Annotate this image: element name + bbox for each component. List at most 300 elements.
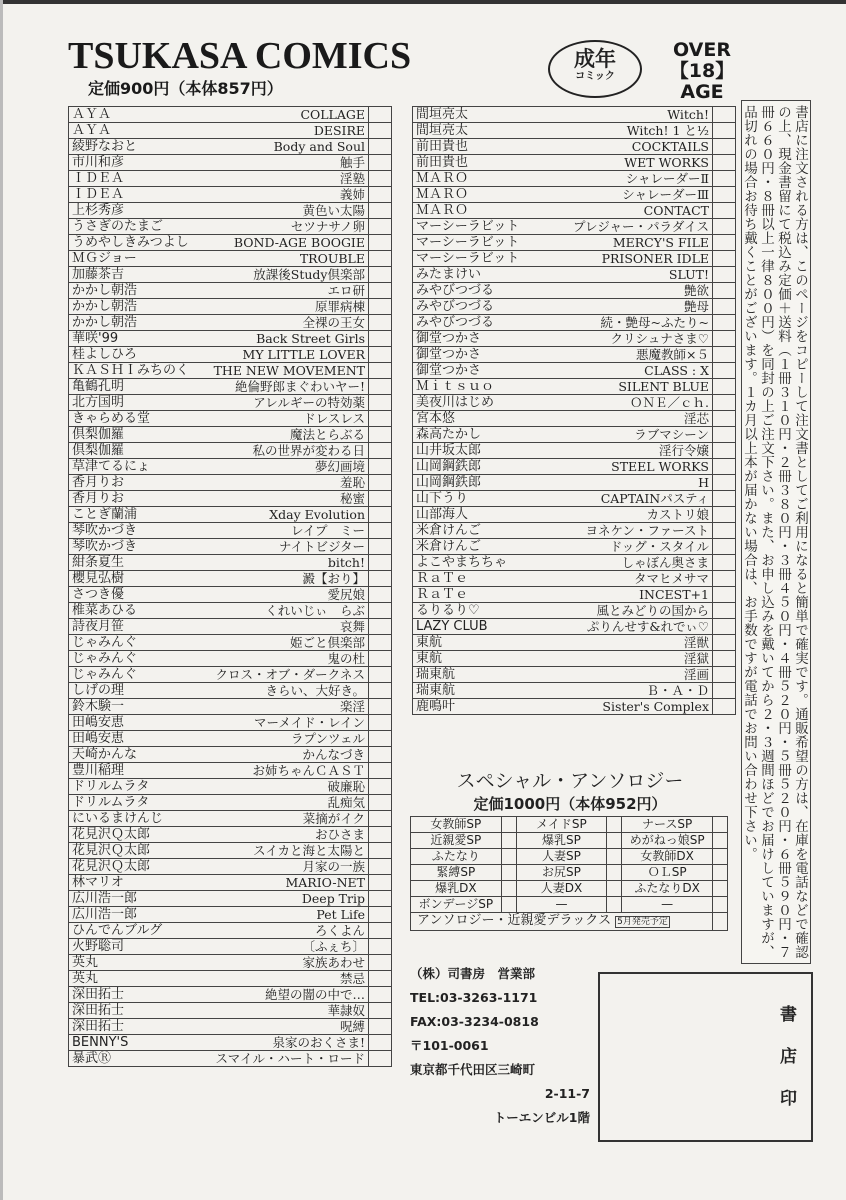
order-checkbox[interactable] [369,859,392,875]
list-item [413,523,713,539]
order-checkbox[interactable] [713,683,736,699]
book-title: Deep Trip [301,891,365,906]
author-name: ＫＡＳＨＩみちのく [72,363,190,378]
anthology-title: スペシャル・アンソロジー [456,770,684,792]
table-row [69,939,392,955]
list-item [69,267,369,283]
order-checkbox[interactable] [369,523,392,539]
order-checkbox[interactable] [607,897,622,913]
author-name: じゃみんぐ [72,635,138,650]
order-checkbox[interactable] [713,849,728,865]
order-checkbox[interactable] [369,443,392,459]
table-row [69,619,392,635]
release-tag: 5月発売予定 [617,917,668,927]
table-row [69,683,392,699]
author-name: 綾野なおと [72,139,138,154]
table-row [69,987,392,1003]
list-item [69,859,369,875]
table-row [69,363,392,379]
order-checkbox[interactable] [369,331,392,347]
order-checkbox[interactable] [713,491,736,507]
order-checkbox[interactable] [713,347,736,363]
book-title: 姫ごと倶楽部 [289,635,365,650]
order-checkbox[interactable] [713,203,736,219]
list-item [69,235,369,251]
book-title: 淫芯 [683,411,709,426]
table-row [413,203,736,219]
author-name: しげの理 [72,683,125,698]
list-item [69,1019,369,1035]
table-row [69,1003,392,1019]
book-title: PRISONER IDLE [601,251,709,266]
table-row [69,923,392,939]
order-checkbox[interactable] [369,987,392,1003]
list-item [413,699,713,715]
author-name: 深田拓士 [72,1019,125,1034]
author-name: 琴吹かづき [72,539,138,554]
table-row [413,235,736,251]
table-row [413,427,736,443]
order-checkbox[interactable] [713,251,736,267]
order-checkbox[interactable] [369,1035,392,1051]
order-checkbox[interactable] [713,235,736,251]
anthology-row [411,833,728,849]
order-checkbox[interactable] [713,699,736,715]
order-checkbox[interactable] [713,587,736,603]
order-checkbox[interactable] [607,833,622,849]
order-checkbox[interactable] [607,849,622,865]
table-row [69,507,392,523]
list-item [69,203,369,219]
order-checkbox[interactable] [369,635,392,651]
publisher-address-3: トーエンビル1階 [493,1110,590,1125]
order-checkbox[interactable] [369,891,392,907]
order-checkbox[interactable] [713,603,736,619]
order-instructions: 書店に注文される方は、このページをコピーして注文書としてご利用になると簡単で確実です。通販希望の方は、在庫を電話などで確認の上、現金書留にて税込み定価＋送料（１冊３１０円・２冊３８０円・３冊４５０円・４冊５２０円・５冊５２０円・６冊５９０円・７冊６６０円・８冊以上一律８００円）を同封の上ご注文下さい。また、お申し込みを戴いてから２・３週間ほどでお届けしていますが、品切れの場合お待ち戴くことがございます。１カ月以上本が届かない場合は、お手数ですが電話でお問い合わせ下さい。 [741,100,811,964]
order-checkbox[interactable] [369,779,392,795]
author-name: 瑞東航 [416,667,456,682]
order-checkbox[interactable] [369,219,392,235]
list-item [413,347,713,363]
list-item [69,251,369,267]
order-checkbox[interactable] [369,139,392,155]
order-checkbox[interactable] [369,555,392,571]
anthology-price: 定価1000円（本体952円） [473,795,667,813]
book-title: 菜摘がイク [302,811,365,826]
table-row [69,251,392,267]
order-checkbox[interactable] [713,155,736,171]
order-checkbox[interactable] [369,827,392,843]
list-item [69,795,369,811]
author-name: よこやまちちゃ [416,555,508,570]
table-row [413,123,736,139]
book-title: 澱【おり】 [302,571,365,586]
order-checkbox[interactable] [713,123,736,139]
order-checkbox[interactable] [369,315,392,331]
list-item [69,347,369,363]
book-title: クロス・オブ・ダークネス [215,667,365,682]
bookstore-stamp-box[interactable] [598,972,813,1142]
book-title: CLASS : X [644,363,709,378]
order-checkbox[interactable] [369,491,392,507]
list-item [413,587,713,603]
order-checkbox[interactable] [369,235,392,251]
book-title: Ｂ・Ａ・Ｄ [646,683,709,698]
publisher-info [410,962,590,1130]
order-checkbox[interactable] [369,507,392,523]
order-checkbox[interactable] [369,171,392,187]
stamp-label-2: 店 [780,1047,797,1067]
order-checkbox[interactable] [369,875,392,891]
list-item [69,507,369,523]
order-checkbox[interactable] [713,539,736,555]
list-item [413,283,713,299]
order-checkbox[interactable] [369,187,392,203]
author-name: じゃみんぐ [72,667,138,682]
author-name: LAZY CLUB [416,619,488,634]
book-title: 淫獄 [683,651,709,666]
book-title: CONTACT [643,203,709,218]
order-checkbox[interactable] [713,139,736,155]
table-row [69,235,392,251]
age-line-2: 【18】 [669,60,735,82]
order-checkbox[interactable] [369,667,392,683]
list-item [413,555,713,571]
order-checkbox[interactable] [713,523,736,539]
order-checkbox[interactable] [713,881,728,897]
list-item [69,715,369,731]
order-checkbox[interactable] [369,651,392,667]
author-name: ことぎ蘭浦 [72,507,138,522]
order-checkbox[interactable] [369,107,392,123]
order-checkbox[interactable] [713,635,736,651]
book-title: かんなづき [302,747,365,762]
order-checkbox[interactable] [713,171,736,187]
book-title: アレルギーの特効薬 [253,395,365,410]
order-checkbox[interactable] [607,865,622,881]
order-checkbox[interactable] [369,731,392,747]
order-checkbox[interactable] [369,747,392,763]
anthology-item: 女教師DX [622,849,713,865]
author-name: 櫻見弘樹 [72,571,125,586]
table-row [413,299,736,315]
list-item [69,155,369,171]
book-title: くれいじぃ らぶ [265,603,365,618]
author-name: うさぎのたまご [72,219,164,234]
table-row [69,827,392,843]
order-checkbox[interactable] [713,619,736,635]
list-item [413,427,713,443]
order-checkbox[interactable] [713,219,736,235]
table-row [69,491,392,507]
author-name: 深田拓士 [72,1003,125,1018]
order-checkbox[interactable] [713,507,736,523]
author-name: 山岡鋼鉄郎 [416,475,482,490]
order-list-right [412,106,736,715]
order-checkbox[interactable] [607,881,622,897]
table-row [413,651,736,667]
order-checkbox[interactable] [713,379,736,395]
order-checkbox[interactable] [501,881,516,897]
list-item [413,363,713,379]
order-checkbox[interactable] [369,459,392,475]
order-checkbox[interactable] [369,955,392,971]
table-row [69,187,392,203]
table-row [413,315,736,331]
author-name: 御堂つかさ [416,363,482,378]
author-name: 天崎かんな [72,747,138,762]
order-checkbox[interactable] [369,395,392,411]
order-checkbox[interactable] [713,897,728,913]
book-title: 絶望の闇の中で… [264,987,365,1002]
book-title: セツナサノ卵 [290,219,365,234]
order-checkbox[interactable] [713,299,736,315]
list-item [69,699,369,715]
list-item [69,587,369,603]
order-checkbox[interactable] [369,587,392,603]
list-item [413,107,713,123]
book-title: STEEL WORKS [611,459,709,474]
order-checkbox[interactable] [713,331,736,347]
author-name: じゃみんぐ [72,651,138,666]
author-name: Ｍｉｔｓｕｏ [416,379,495,394]
book-title: 家族あわせ [302,955,365,970]
order-checkbox[interactable] [369,347,392,363]
anthology-item: メイドSP [516,817,607,833]
author-name: みやびつづる [416,283,495,298]
order-checkbox[interactable] [713,315,736,331]
order-checkbox[interactable] [369,971,392,987]
book-title: ラプンツェル [290,731,365,746]
author-name: 広川浩一郎 [72,891,138,906]
table-row [413,443,736,459]
author-name: みやびつづる [416,315,495,330]
author-name: 華咲'99 [72,331,119,346]
order-checkbox[interactable] [369,715,392,731]
table-row [69,331,392,347]
publisher-tel: TEL:03-3263-1171 [410,990,538,1005]
order-checkbox[interactable] [713,363,736,379]
list-item [69,907,369,923]
book-title: INCEST+1 [639,587,709,602]
table-row [69,955,392,971]
book-title: スマイル・ハート・ロード [215,1051,365,1066]
order-checkbox[interactable] [713,107,736,123]
book-title: DESIRE [313,123,365,138]
order-checkbox[interactable] [501,897,516,913]
order-checkbox[interactable] [369,795,392,811]
book-title: SLUT! [668,267,709,282]
author-name: 田嶋安恵 [72,715,125,730]
order-checkbox[interactable] [369,475,392,491]
book-title: 月家の一族 [302,859,365,874]
list-item [69,283,369,299]
author-name: 間垣亮太 [416,107,469,122]
author-name: ＲａＴｅ [416,571,469,586]
author-name: さつき優 [72,587,125,602]
table-row [69,427,392,443]
order-checkbox[interactable] [713,187,736,203]
author-name: 東航 [416,651,443,666]
anthology-item: ふたなりDX [622,881,713,897]
author-name: きゃらめる堂 [72,411,151,426]
book-title: 触手 [339,155,365,170]
author-name: 英丸 [72,971,99,986]
order-checkbox[interactable] [713,267,736,283]
list-item [69,1051,369,1067]
author-name: ドリルムラタ [72,795,150,810]
order-checkbox[interactable] [501,833,516,849]
anthology-item: 人妻SP [516,849,607,865]
table-row [413,603,736,619]
order-checkbox[interactable] [369,923,392,939]
order-checkbox[interactable] [713,833,728,849]
list-item [69,171,369,187]
table-row [69,299,392,315]
table-row [69,315,392,331]
author-name: 豊川稲理 [72,763,125,778]
author-name: 瑞東航 [416,683,456,698]
order-checkbox[interactable] [369,251,392,267]
list-item [69,571,369,587]
order-checkbox[interactable] [369,811,392,827]
order-checkbox[interactable] [713,651,736,667]
author-name: ＭＡＲＯ [416,187,469,202]
order-checkbox[interactable] [369,155,392,171]
order-checkbox[interactable] [369,379,392,395]
list-item [413,315,713,331]
order-checkbox[interactable] [369,427,392,443]
list-item [413,251,713,267]
order-checkbox[interactable] [713,913,728,931]
order-checkbox[interactable] [369,907,392,923]
order-checkbox[interactable] [713,817,728,833]
anthology-item: ボンデージSP [411,897,502,913]
order-checkbox[interactable] [369,1051,392,1067]
author-name: 鹿鳴叶 [416,699,456,714]
table-row [413,683,736,699]
table-row [69,843,392,859]
order-checkbox[interactable] [713,443,736,459]
order-checkbox[interactable] [369,123,392,139]
order-checkbox[interactable] [713,283,736,299]
order-checkbox[interactable] [713,395,736,411]
anthology-row [411,849,728,865]
list-item [69,395,369,411]
order-checkbox[interactable] [369,603,392,619]
author-name: ＲａＴｅ [416,587,469,602]
table-row [413,555,736,571]
order-checkbox[interactable] [369,1019,392,1035]
author-name: 花見沢Ｑ太郎 [72,859,151,874]
order-checkbox[interactable] [369,843,392,859]
book-title: COCKTAILS [631,139,709,154]
author-name: 森高たかし [416,427,482,442]
anthology-row [411,881,728,897]
list-item [69,107,369,123]
book-title: 私の世界が変わる日 [252,443,365,458]
table-row [69,971,392,987]
order-checkbox[interactable] [713,571,736,587]
list-item [413,235,713,251]
order-checkbox[interactable] [369,411,392,427]
publisher-postal: 〒101-0061 [410,1038,489,1053]
order-checkbox[interactable] [369,763,392,779]
table-row [413,267,736,283]
list-item [413,507,713,523]
order-checkbox[interactable] [713,411,736,427]
order-checkbox[interactable] [369,571,392,587]
order-checkbox[interactable] [369,363,392,379]
table-row [413,219,736,235]
book-title: お姉ちゃんＣＡＳＴ [252,763,365,778]
list-item [69,219,369,235]
order-checkbox[interactable] [713,459,736,475]
book-title: 艶母 [683,299,709,314]
order-checkbox[interactable] [369,939,392,955]
author-name: 暴武Ⓡ [72,1051,112,1066]
order-checkbox[interactable] [607,817,622,833]
order-checkbox[interactable] [369,699,392,715]
author-name: 香月りお [72,491,125,506]
book-title: MERCY'S FILE [612,235,709,250]
author-name: 紺条夏生 [72,555,125,570]
order-checkbox[interactable] [713,865,728,881]
book-title: タマヒメサマ [633,571,709,586]
order-checkbox[interactable] [369,539,392,555]
order-checkbox[interactable] [713,555,736,571]
order-checkbox[interactable] [501,849,516,865]
anthology-item: ＯＬSP [622,865,713,881]
author-name: 山井坂太郎 [416,443,482,458]
book-title: Witch! [667,107,709,122]
author-name: 宮本悠 [416,411,456,426]
stamp-label-1: 書 [780,1005,797,1025]
order-checkbox[interactable] [501,817,516,833]
table-row [69,875,392,891]
order-checkbox[interactable] [369,267,392,283]
seal-sub-text: コミック [575,71,615,82]
order-checkbox[interactable] [713,475,736,491]
book-title: おひさま [314,827,365,842]
age-restriction-badge [666,40,738,103]
table-row [413,107,736,123]
table-row [69,811,392,827]
order-checkbox[interactable] [369,683,392,699]
order-checkbox[interactable] [369,1003,392,1019]
order-checkbox[interactable] [713,427,736,443]
order-checkbox[interactable] [369,619,392,635]
book-title: 羞恥 [339,475,365,490]
anthology-table [410,816,728,931]
list-item [413,411,713,427]
anthology-row [411,817,728,833]
table-row [69,347,392,363]
order-checkbox[interactable] [713,667,736,683]
table-row [69,139,392,155]
adult-comic-seal [548,40,642,98]
order-checkbox[interactable] [501,865,516,881]
list-item [69,619,369,635]
list-item [69,1035,369,1051]
order-checkbox[interactable] [369,299,392,315]
author-name: 山岡鋼鉄郎 [416,459,482,474]
list-item [69,539,369,555]
order-checkbox[interactable] [369,283,392,299]
author-name: 香月りお [72,475,125,490]
order-checkbox[interactable] [369,203,392,219]
book-title: レイプ ミー [290,523,365,538]
